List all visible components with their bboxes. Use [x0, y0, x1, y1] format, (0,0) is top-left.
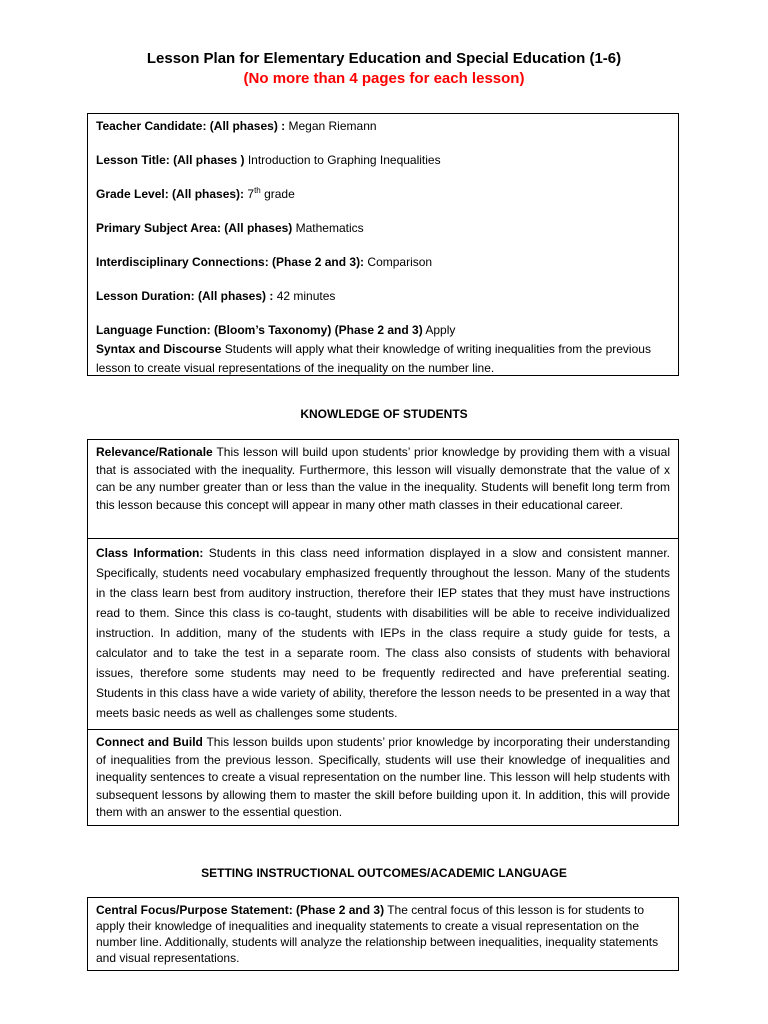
- lesson-title-value: Introduction to Graphing Inequalities: [244, 153, 441, 167]
- syntax-discourse-text: Students will apply what their knowledge of writing inequalities from the previous lesson to create visual representations of the inequality on the number line.: [96, 342, 651, 375]
- knowledge-of-students-heading: KNOWLEDGE OF STUDENTS: [300, 407, 468, 421]
- subject-area-label: Primary Subject Area: (All phases): [96, 221, 293, 235]
- teacher-candidate-label: Teacher Candidate: (All phases) :: [96, 119, 286, 133]
- language-function-row: [96, 321, 670, 340]
- class-info-text: Students in this class need information displayed in a slow and consistent manner. Specifically, students need vocabulary emphasized frequently throughout the lesson. Many of the students in the class learn best from auditory instruction, therefore their IEP states that they must have instructions read to them. Since this class is co-taught, students with disabilities will be able to receive individualized instruction. In addition, many of the students with IEPs in the class require a study guide for tests, a calculator and to take the test in a separate room. The class also consists of students with behavioral issues, therefore some students may need to be frequently redirected and have preferential seating. Students in this class have a wide variety of ability, therefore the lesson needs to be presented in a way that meets basic needs as well as challenges some students.: [96, 546, 670, 720]
- grade-level-label: Grade Level: (All phases):: [96, 187, 245, 201]
- language-function-label: Language Function: (Bloom’s Taxonomy) (Phase 2 and 3): [96, 323, 423, 337]
- subject-area-value: Mathematics: [292, 221, 364, 235]
- instructional-outcomes-heading: SETTING INSTRUCTIONAL OUTCOMES/ACADEMIC LANGUAGE: [201, 866, 567, 880]
- central-focus-text: The central focus of this lesson is for students to apply their knowledge of inequalities and inequality statements to create a visual representation on the number line. Additionally, students will analyze the relationship between inequalities, inequality statements and visual representations.: [96, 903, 659, 965]
- class-info-label: Class Information:: [96, 546, 204, 560]
- teacher-candidate-value: Megan Riemann: [285, 119, 377, 133]
- subject-area-row: [96, 219, 670, 238]
- interdisciplinary-label: Interdisciplinary Connections: (Phase 2 and 3):: [96, 255, 365, 269]
- class-information-box: [87, 538, 679, 730]
- document-title: Lesson Plan for Elementary Education and Special Education (1-6): [146, 50, 622, 67]
- relevance-text: This lesson will build upon students’ prior knowledge by providing them with a visual that is associated with the inequality. Furthermore, this lesson will visually demonstrate that the value of x can be any number greater than or less than the value in the inequality. Students will benefit long term from this lesson because this concept will appear in many other math classes in their educational career.: [96, 445, 670, 512]
- lesson-title-label: Lesson Title: (All phases ): [96, 153, 245, 167]
- lesson-duration-label: Lesson Duration: (All phases) :: [96, 289, 274, 303]
- language-function-value: Apply: [422, 323, 456, 337]
- central-focus-box: [87, 897, 679, 971]
- grade-level-number: 7: [244, 187, 255, 201]
- teacher-candidate-row: [96, 117, 670, 136]
- connect-label: Connect and Build: [96, 735, 203, 749]
- relevance-label: Relevance/Rationale: [96, 445, 213, 459]
- document-subtitle: (No more than 4 pages for each lesson): [243, 70, 525, 87]
- syntax-discourse-label: Syntax and Discourse: [96, 342, 222, 356]
- teacher-info-box: [87, 113, 679, 376]
- lesson-duration-row: [96, 287, 670, 306]
- lesson-duration-value: 42 minutes: [273, 289, 336, 303]
- syntax-discourse-row: [96, 340, 670, 378]
- interdisciplinary-value: Comparison: [364, 255, 433, 269]
- connect-build-box: [87, 729, 679, 826]
- relevance-rationale-box: [87, 439, 679, 539]
- grade-level-rest: grade: [260, 187, 295, 201]
- grade-level-suffix: th: [254, 186, 261, 195]
- grade-level-row: [96, 185, 670, 204]
- lesson-title-row: [96, 151, 670, 170]
- central-focus-label: Central Focus/Purpose Statement: (Phase 2 and 3): [96, 903, 385, 917]
- interdisciplinary-row: [96, 253, 670, 272]
- connect-text: This lesson builds upon students’ prior knowledge by incorporating their understanding of inequalities from the previous lesson. Specifically, students will use their knowledge of inequalities and inequality sentences to create a visual representation on the number line. This lesson will help students with subsequent lessons by allowing them to master the skill before building upon it. In addition, this will provide them with an answer to the essential question.: [96, 735, 671, 819]
